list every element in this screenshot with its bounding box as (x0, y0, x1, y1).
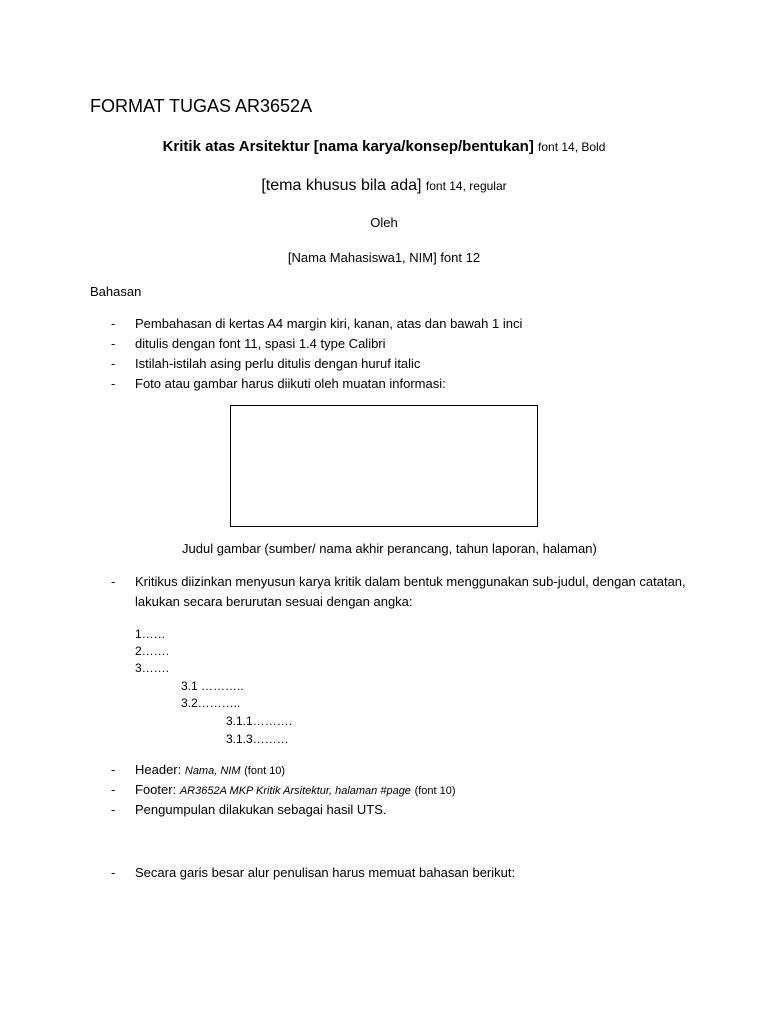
numbering-item: 3.1.1………. (226, 714, 293, 728)
bullet-dash: - (111, 356, 116, 371)
theme-line (0, 177, 768, 195)
numbering-item: 3.1 ……….. (181, 679, 244, 693)
numbering-item: 3.2……….. (181, 696, 241, 710)
figure-placeholder-box (230, 405, 538, 527)
bullet-dash: - (111, 762, 116, 777)
bullet-dash: - (111, 574, 116, 589)
figure-caption: Judul gambar (sumber/ nama akhir perancang, tahun laporan, halaman) (182, 541, 597, 556)
kritik-instruction: Kritikus diizinkan menyusun karya kritik dalam bentuk menggunakan sub-judul, dengan catatan, lakukan secara berurutan sesuai dengan angka: (135, 574, 686, 609)
bullet-dash: - (111, 802, 116, 817)
bullet-item: ditulis dengan font 11, spasi 1.4 type Calibri (135, 336, 386, 351)
oleh-label: Oleh (370, 215, 398, 230)
bullet-dash: - (111, 376, 116, 391)
footer-instruction (135, 782, 456, 797)
student-name-line: [Nama Mahasiswa1, NIM] font 12 (287, 250, 481, 265)
bullet-dash: - (111, 782, 116, 797)
bullet-dash: - (111, 316, 116, 331)
heading-bold-text: Kritik atas Arsitektur [nama karya/konsep/bentukan] (162, 138, 534, 155)
footer-label: Footer: (135, 782, 177, 797)
header-font-note: (font 10) (244, 765, 286, 777)
theme-font-note: font 14, regular (425, 179, 507, 193)
bullet-dash: - (111, 336, 116, 351)
pengumpulan-instruction: Pengumpulan dilakukan sebagai hasil UTS. (135, 802, 387, 817)
numbering-item: 2……. (135, 644, 170, 658)
numbering-item: 1…… (135, 627, 166, 641)
footer-font-note: (font 10) (414, 785, 456, 797)
header-italic-text: Nama, NIM (184, 765, 241, 777)
bullet-dash: - (111, 865, 116, 880)
heading-font-note: font 14, Bold (538, 140, 606, 154)
numbering-item: 3.1.3……… (226, 732, 289, 746)
theme-text: [tema khusus bila ada] (261, 177, 422, 194)
document-title: FORMAT TUGAS AR3652A (90, 96, 313, 116)
header-instruction (135, 762, 285, 777)
outline-instruction: Secara garis besar alur penulisan harus memuat bahasan berikut: (135, 865, 516, 880)
bullet-item: Pembahasan di kertas A4 margin kiri, kanan, atas dan bawah 1 inci (135, 316, 523, 331)
bullet-item: Istilah-istilah asing perlu ditulis dengan huruf italic (135, 356, 421, 371)
bullet-item: Foto atau gambar harus diikuti oleh muatan informasi: (135, 376, 446, 391)
section-heading: Bahasan (90, 284, 142, 299)
numbering-item: 3……. (135, 661, 170, 675)
heading-line (0, 138, 768, 155)
header-label: Header: (135, 762, 182, 777)
footer-italic-text: AR3652A MKP Kritik Arsitektur, halaman #page (179, 785, 411, 797)
